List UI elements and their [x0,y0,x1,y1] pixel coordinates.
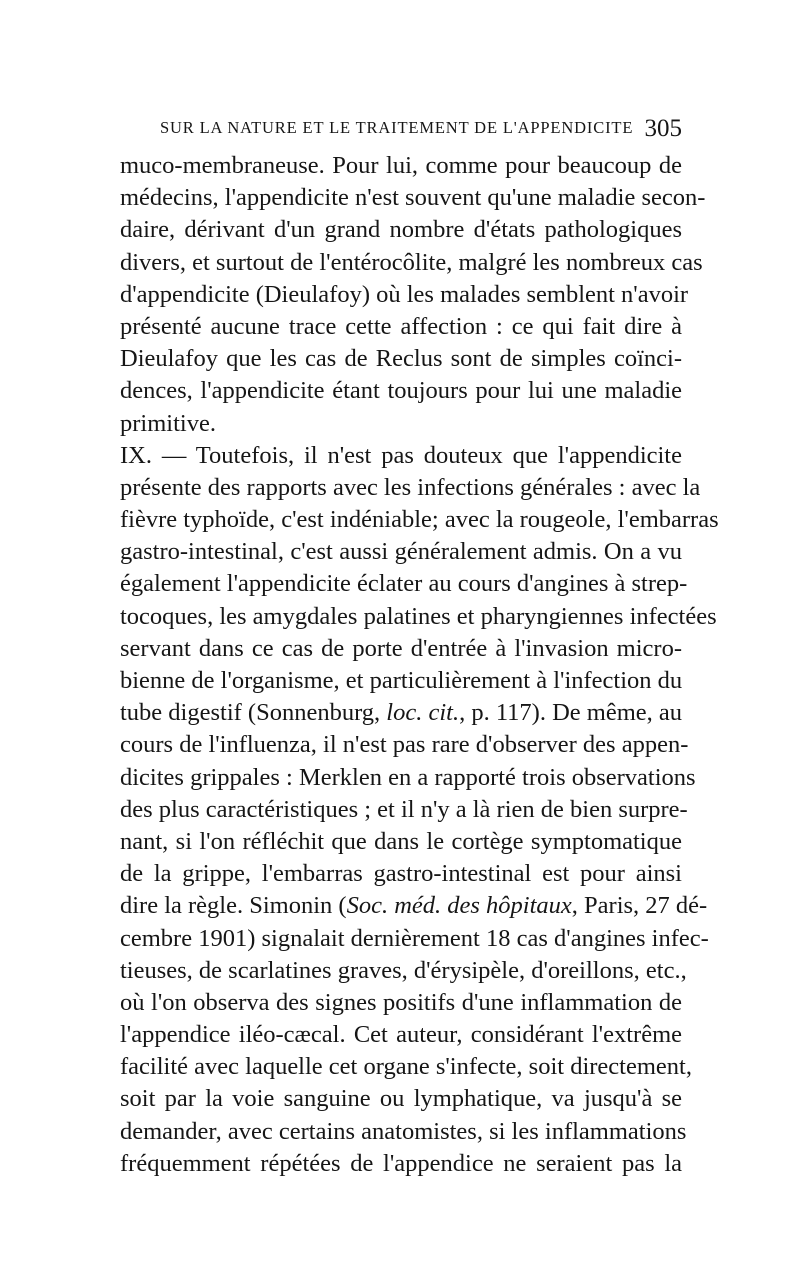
text-line: primitive. [120,409,216,437]
text-line: cours de l'influenza, il n'est pas rare d'observer des appen- [120,731,689,759]
text-line: où l'on observa des signes positifs d'une inflammation de [120,988,682,1016]
text-segment: dire la règle. Simonin ( [120,892,347,920]
text-segment: , Paris, 27 dé- [571,892,708,920]
text-line: divers, et surtout de l'entérocôlite, malgré les nombreux cas [120,248,703,276]
text-line: présenté aucune trace cette affection : ce qui fait dire à [120,312,682,340]
text-line: nant, si l'on réfléchit que dans le cortège symptomatique [120,827,682,855]
text-line: IX. — Toutefois, il n'est pas douteux que l'appendicite [120,441,682,469]
text-line: bienne de l'organisme, et particulièrement à l'infection du [120,667,683,694]
text-line-with-citation [120,697,682,729]
body-text [120,150,719,1180]
text-line: dences, l'appendicite étant toujours pour lui une maladie [120,377,682,405]
text-line-with-citation [120,890,708,922]
running-title: SUR LA NATURE ET LE TRAITEMENT DE L'APPENDICITE [160,118,634,137]
text-line: également l'appendicite éclater au cours d'angines à strep- [120,570,688,598]
text-line: dicites grippales : Merklen en a rapporté trois observations [120,763,696,791]
text-line: cembre 1901) signalait dernièrement 18 cas d'angines infec- [120,924,709,952]
text-line: servant dans ce cas de porte d'entrée à l'invasion micro- [120,634,682,662]
text-line: présente des rapports avec les infections générales : avec la [120,473,701,501]
text-line: fréquemment répétées de l'appendice ne seraient pas la [120,1149,682,1177]
text-line: d'appendicite (Dieulafoy) où les malades semblent n'avoir [120,280,689,308]
text-line: soit par la voie sanguine ou lymphatique, va jusqu'à se [120,1085,682,1113]
text-line: gastro-intestinal, c'est aussi généralement admis. On a vu [120,538,682,566]
text-line: tocoques, les amygdales palatines et pharyngiennes infectées [120,602,717,630]
text-line: l'appendice iléo-cæcal. Cet auteur, considérant l'extrême [120,1021,682,1049]
page-number: 305 [644,115,682,142]
text-line: demander, avec certains anatomistes, si les inflammations [120,1117,687,1145]
text-line: médecins, l'appendicite n'est souvent qu'une maladie secon- [120,184,706,212]
citation-italic: loc. cit. [386,699,460,727]
text-line: Dieulafoy que les cas de Reclus sont de simples coïnci- [120,345,682,373]
text-line: daire, dérivant d'un grand nombre d'états pathologiques [120,216,682,244]
text-line: tieuses, de scarlatines graves, d'érysipèle, d'oreillons, etc., [120,956,687,984]
text-line: fièvre typhoïde, c'est indéniable; avec la rougeole, l'embarras [120,506,719,534]
text-segment: tube digestif (Sonnenburg, [120,699,387,727]
text-line: muco-membraneuse. Pour lui, comme pour beaucoup de [120,152,682,179]
text-line: des plus caractéristiques ; et il n'y a là rien de bien surpre- [120,795,688,823]
running-head [122,115,682,142]
text-line: facilité avec laquelle cet organe s'infecte, soit directement, [120,1053,692,1081]
citation-italic: Soc. méd. des hôpitaux [346,892,572,920]
text-line: de la grippe, l'embarras gastro-intestinal est pour ainsi [120,860,682,888]
text-segment: , p. 117). De même, au [459,699,683,727]
